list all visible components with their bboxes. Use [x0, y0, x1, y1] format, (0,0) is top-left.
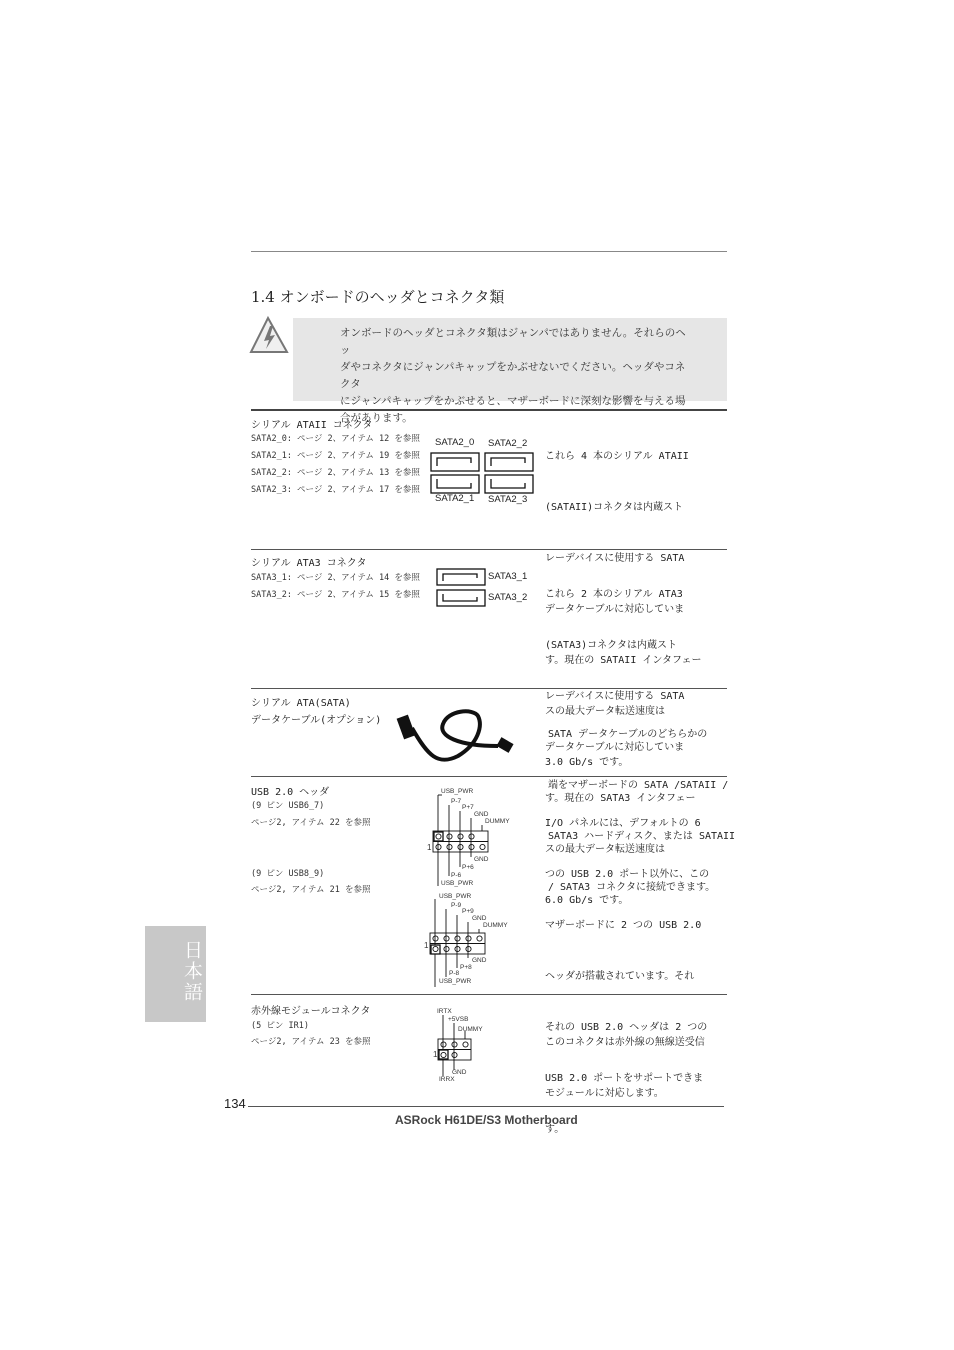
warning-line: にジャンパキャップをかぶせると、マザーボードに深刻な影響を与える場 [340, 395, 686, 407]
ir-irrx-label: IRRX [439, 1076, 455, 1083]
ir-irtx-label: IRTX [437, 1008, 452, 1015]
usb1-p+6-label: P+6 [462, 864, 474, 871]
desc-line: す。現在の SATA3 インタフェー [545, 793, 696, 804]
section-title: 1.4 オンボードのヘッダとコネクタ類 [251, 288, 505, 306]
usb1-dummy-label: DUMMY [485, 818, 510, 825]
top-rule [251, 251, 727, 252]
sata3-1-label: SATA3_1 [488, 571, 528, 582]
page-number: 134 [224, 1096, 246, 1111]
sata2-ref: SATA2_2: ページ 2、アイテム 13 を参照 [251, 468, 420, 478]
desc-line: レーデバイスに使用する SATA [545, 691, 685, 702]
usb2-gnd-label: GND [472, 915, 487, 922]
usb2-gnd2-label: GND [472, 957, 487, 964]
ir-5vsb-label: +5VSB [448, 1016, 469, 1023]
usb-ref-1a: (9 ピン USB6_7) [251, 801, 325, 811]
ir-dummy-label: DUMMY [458, 1026, 483, 1033]
desc-line: レーデバイスに使用する SATA [545, 553, 685, 564]
desc-line: SATA データケーブルのどちらかの [548, 729, 708, 740]
usb-ref-2b: ページ2, アイテム 21 を参照 [251, 885, 371, 895]
desc-line: モジュールに対応します。 [545, 1088, 664, 1099]
usb1-p-6-label: P-6 [451, 872, 462, 879]
row-divider [251, 776, 727, 777]
desc-line: マザーボードに 2 つの USB 2.0 [545, 920, 702, 931]
sata2-ref: SATA2_3: ページ 2、アイテム 17 を参照 [251, 485, 420, 495]
usb-ref-1b: ページ2, アイテム 22 を参照 [251, 818, 371, 828]
warning-line: 合があります。 [340, 412, 413, 424]
sata3-ref: SATA3_2: ページ 2、アイテム 15 を参照 [251, 590, 420, 600]
usb1-pwr2-label: USB_PWR [441, 880, 474, 887]
language-tab-label: 日本語 [181, 940, 203, 1003]
desc-line: 3.0 Gb/s です。 [545, 757, 629, 768]
sata2-2-label: SATA2_2 [488, 438, 528, 449]
desc-line: このコネクタは赤外線の無線送受信 [545, 1037, 705, 1048]
usb2-p+8-label: P+8 [460, 964, 472, 971]
warning-text [340, 325, 690, 427]
sata2-ref: SATA2_1: ページ 2、アイテム 19 を参照 [251, 451, 420, 461]
usb2-p-8-label: P-8 [449, 970, 460, 977]
sata3-ref: SATA3_1: ページ 2、アイテム 14 を参照 [251, 573, 420, 583]
usb1-gnd-label: GND [474, 811, 489, 818]
ir-ref-1: (5 ピン IR1) [251, 1021, 309, 1031]
usb1-gnd2-label: GND [474, 856, 489, 863]
usb2-pin1-label: 1 [424, 941, 429, 950]
desc-line: つの USB 2.0 ポート以外に、この [545, 869, 710, 880]
ir-gnd-label: GND [452, 1069, 467, 1076]
ir-title: 赤外線モジュールコネクタ [251, 1006, 371, 1017]
footer-title: ASRock H61DE/S3 Motherboard [395, 1113, 578, 1127]
desc-line: データケーブルに対応していま [545, 742, 685, 753]
desc-line: SATA3 ハードディスク、または SATAII [548, 831, 736, 842]
desc-line: (SATAII)コネクタは内蔵スト [545, 502, 683, 513]
ir-description [545, 1000, 705, 1119]
usb1-pin1-label: 1 [427, 843, 432, 852]
usb1-p+7-label: P+7 [462, 804, 474, 811]
desc-line: I/O パネルには、デフォルトの 6 [545, 818, 701, 829]
sata3-title: シリアル ATA3 コネクタ [251, 558, 367, 569]
desc-line: す。 [545, 1124, 565, 1135]
usb1-p-7-label: P-7 [451, 798, 462, 805]
row-divider [251, 994, 727, 995]
row-divider [251, 688, 727, 689]
desc-line: す。現在の SATAII インタフェー [545, 655, 702, 666]
cable-title: シリアル ATA(SATA) [251, 698, 351, 709]
desc-line: スの最大データ転送速度は [545, 844, 665, 855]
usb1-header-diagram [432, 793, 492, 888]
warning-line: オンボードのヘッダとコネクタ類はジャンパではありません。それらのヘッ [340, 327, 686, 356]
usb1-pwr-label: USB_PWR [441, 788, 474, 795]
desc-line: / SATA3 コネクタに接続できます。 [548, 882, 716, 893]
usb-ref-2a: (9 ピン USB8_9) [251, 869, 325, 879]
usb2-p-9-label: P-9 [451, 902, 462, 909]
usb2-pwr-label: USB_PWR [439, 893, 472, 900]
warning-line: ダやコネクタにジャンパキャップをかぶせないでください。ヘッダやコネクタ [340, 361, 686, 390]
sata2-0-label: SATA2_0 [435, 437, 475, 448]
desc-line: これら 2 本のシリアル ATA3 [545, 589, 683, 600]
desc-line: それの USB 2.0 ヘッダは 2 つの [545, 1022, 708, 1033]
desc-line: (SATA3)コネクタは内蔵スト [545, 640, 677, 651]
warning-icon [249, 316, 291, 356]
desc-line: データケーブルに対応していま [545, 604, 685, 615]
sata2-connectors-diagram [430, 452, 536, 494]
desc-line: USB 2.0 ポートをサポートできま [545, 1073, 704, 1084]
sata2-title: シリアル ATAII コネクタ [251, 420, 373, 431]
sata-cable-image [398, 706, 518, 766]
sata2-refs [251, 431, 420, 499]
row-divider [251, 549, 727, 550]
sata3-connectors-diagram [436, 568, 486, 608]
desc-line: 端をマザーボードの SATA /SATAII / [548, 780, 729, 791]
desc-line: ヘッダが搭載されています。それ [545, 971, 695, 982]
usb-title: USB 2.0 ヘッダ [251, 787, 330, 798]
cable-subtitle: データケーブル(オプション) [251, 715, 382, 726]
footer-rule [248, 1106, 724, 1107]
usb2-p+9-label: P+9 [462, 908, 474, 915]
sata2-1-label: SATA2_1 [435, 493, 475, 504]
table-top-rule [251, 409, 727, 411]
desc-line: 6.0 Gb/s です。 [545, 895, 629, 906]
desc-line: スの最大データ転送速度は [545, 706, 665, 717]
usb2-dummy-label: DUMMY [483, 922, 508, 929]
sata3-2-label: SATA3_2 [488, 592, 528, 603]
ir-ref-2: ページ2, アイテム 23 を参照 [251, 1037, 371, 1047]
language-tab [145, 926, 206, 1022]
desc-line: これら 4 本のシリアル ATAII [545, 451, 689, 462]
sata2-3-label: SATA2_3 [488, 494, 528, 505]
usb2-pwr2-label: USB_PWR [439, 978, 472, 985]
sata3-refs [251, 570, 420, 604]
ir-pin1-label: 1 [433, 1050, 438, 1059]
sata2-ref: SATA2_0: ページ 2、アイテム 12 を参照 [251, 434, 420, 444]
